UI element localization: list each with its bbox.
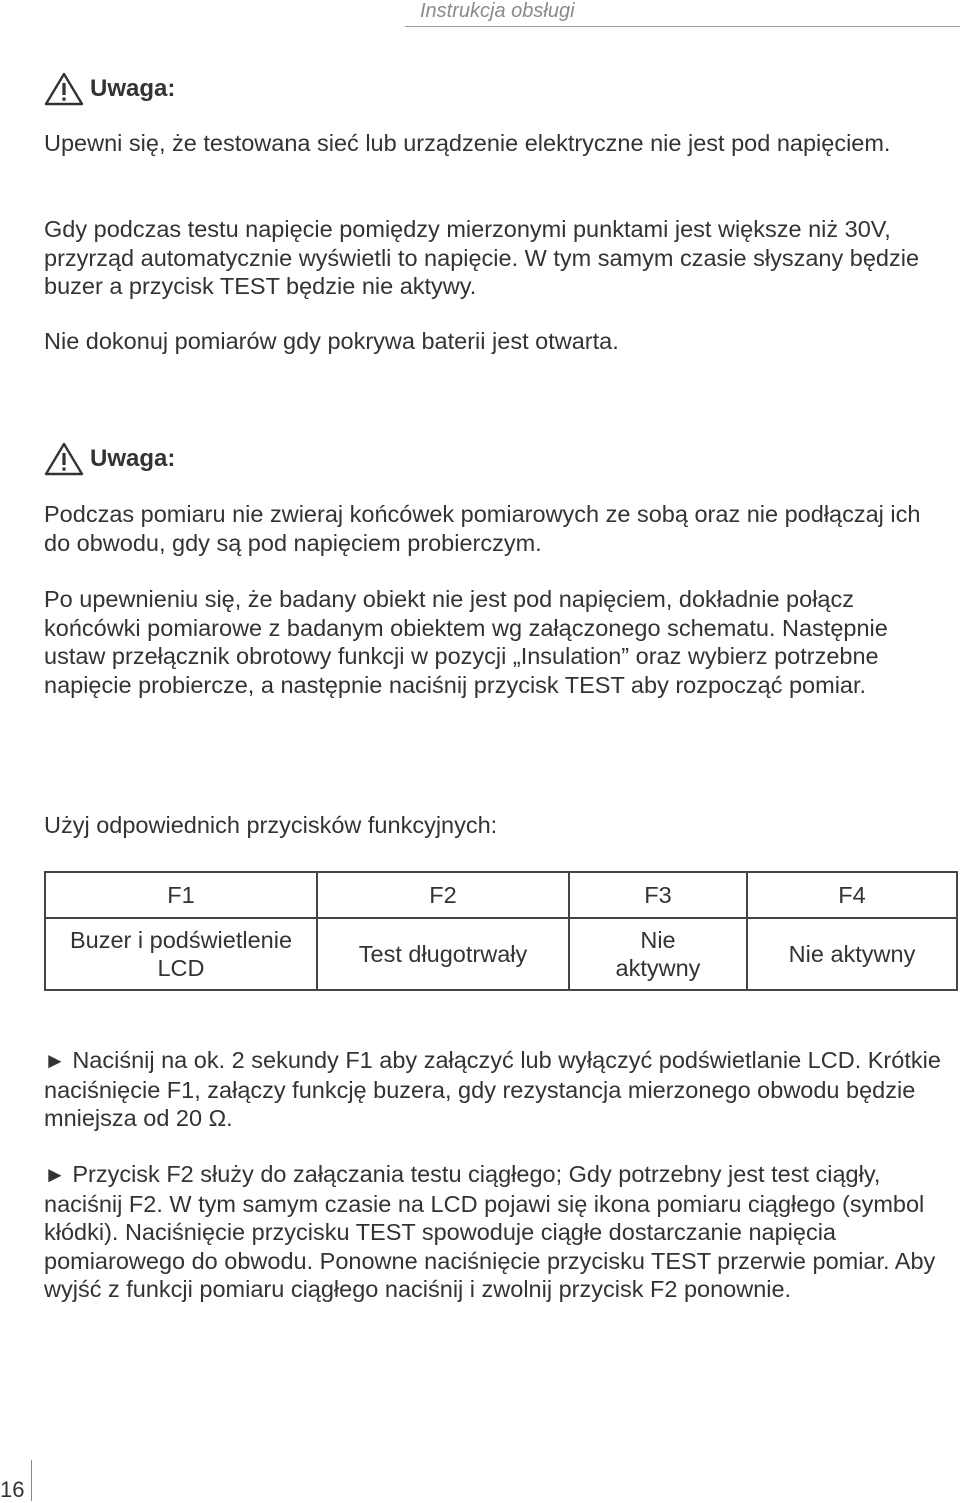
table-header-f1: F1 — [45, 872, 317, 918]
function-keys-intro: Użyj odpowiednich przycisków funkcyjnych: — [44, 812, 498, 838]
table-cell-f1-text: Buzer i podświetlenie LCD — [69, 926, 293, 981]
table-header-f4: F4 — [747, 872, 957, 918]
table-cell-f2: Test długotrwały — [317, 918, 569, 990]
note-2 — [44, 1160, 944, 1304]
table-cell-f4: Nie aktywny — [747, 918, 957, 990]
function-keys-table — [44, 871, 958, 991]
table-cell-f3 — [569, 918, 747, 990]
warning-heading-2 — [44, 442, 175, 476]
table-cell-f3-text: Nie aktywny — [615, 926, 701, 981]
warning2-paragraph-2: Po upewnieniu się, że badany obiekt nie jest pod napięciem, dokładnie połącz końcówki pomiarowe z badanym obiektem wg załączonego schematu. Następnie ustaw przełącznik obrotowy funkcji w pozycji „Insulation” oraz wybierz potrzebne napięcie probiercze, a następnie naciśnij przycisk TEST aby rozpocząć pomiar. — [44, 586, 888, 698]
warning-label: Uwaga: — [90, 445, 176, 472]
warning-label: Uwaga: — [90, 75, 176, 102]
note-1 — [44, 1046, 944, 1133]
warning1-paragraph-3: Nie dokonuj pomiarów gdy pokrywa baterii jest otwarta. — [44, 328, 619, 354]
table-row — [45, 918, 957, 990]
table-header-row — [45, 872, 957, 918]
header-rule — [405, 26, 960, 27]
arrow-right-icon: ► — [44, 1048, 66, 1073]
note-2-text: Przycisk F2 służy do załączania testu ciągłego; Gdy potrzebny jest test ciągły, naciśnij F2. W tym samym czasie na LCD pojawi się ikona pomiaru ciągłego (symbol kłódki). Naciśnięcie przycisku TEST spowoduje ciągłe dostarczanie napięcia pomiarowego do obwodu. Ponowne naciśnięcie przycisku TEST przerwie pomiar. Aby wyjść z funkcji pomiaru ciągłego naciśnij i zwolnij przycisk F2 ponownie. — [44, 1161, 936, 1302]
arrow-right-icon: ► — [44, 1162, 66, 1187]
page-number: 16 — [0, 1477, 25, 1502]
warning-heading-1 — [44, 72, 175, 106]
warning2-paragraph-1: Podczas pomiaru nie zwieraj końcówek pomiarowych ze sobą oraz nie podłączaj ich do obwodu, gdy są pod napięciem probierczym. — [44, 501, 921, 556]
warning1-paragraph-2: Gdy podczas testu napięcie pomiędzy mierzonymi punktami jest większe niż 30V, przyrząd automatycznie wyświetli to napięcie. W tym samym czasie słyszany będzie buzer a przycisk TEST będzie nie aktywy. — [44, 216, 920, 299]
note-1-text: Naciśnij na ok. 2 sekundy F1 aby załączyć lub wyłączyć podświetlanie LCD. Krótkie naciśnięcie F1, załączy funkcję buzera, gdy rezystancja mierzonego obwodu będzie mniejsza od 20 Ω. — [44, 1047, 941, 1131]
table-cell-f1 — [45, 918, 317, 990]
warning-icon — [44, 72, 84, 106]
header-title: Instrukcja obsługi — [420, 0, 575, 22]
warning-icon — [44, 442, 84, 476]
warning1-paragraph-1: Upewni się, że testowana sieć lub urządzenie elektryczne nie jest pod napięciem. — [44, 130, 891, 156]
table-header-f2: F2 — [317, 872, 569, 918]
table-header-f3: F3 — [569, 872, 747, 918]
